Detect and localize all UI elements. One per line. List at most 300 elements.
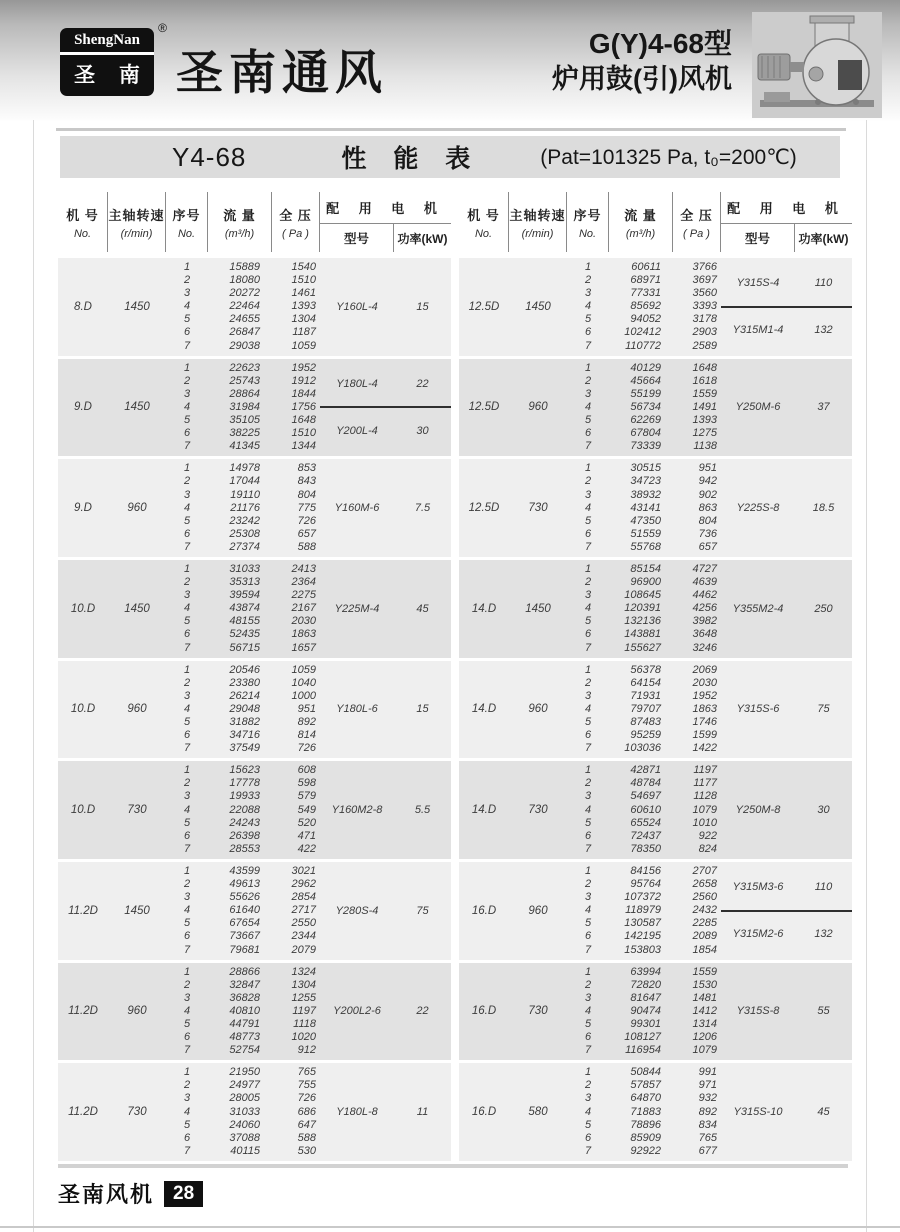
performance-row xyxy=(166,944,320,957)
machine-group xyxy=(459,1063,852,1161)
pressure-value: 1412 xyxy=(692,1004,717,1017)
machine-no: 10.D xyxy=(70,602,96,615)
seq-no: 7 xyxy=(183,1144,191,1157)
flow-value: 68971 xyxy=(630,274,661,287)
performance-rows xyxy=(166,1066,320,1158)
motor-power: 132 xyxy=(814,324,833,337)
performance-row xyxy=(567,1119,721,1132)
pressure-value: 608 xyxy=(297,764,316,777)
pressure-value: 3560 xyxy=(692,287,717,300)
flow-value: 85909 xyxy=(630,1131,661,1144)
pressure-value: 1844 xyxy=(291,387,316,400)
pressure-value: 2854 xyxy=(291,891,316,904)
flow-value: 48784 xyxy=(630,777,661,790)
motor-area xyxy=(320,764,451,856)
seq-no: 7 xyxy=(584,842,592,855)
flow-value: 43874 xyxy=(229,602,260,615)
motor-power: 30 xyxy=(817,804,830,817)
pressure-value: 804 xyxy=(698,514,717,527)
performance-row xyxy=(567,628,721,641)
seq-no: 1 xyxy=(584,261,592,273)
seq-no: 1 xyxy=(183,562,191,575)
performance-row xyxy=(166,1145,320,1158)
performance-rows xyxy=(567,362,721,454)
machine-group xyxy=(459,359,852,457)
performance-row xyxy=(567,677,721,690)
pressure-value: 726 xyxy=(297,514,316,527)
flow-value: 15623 xyxy=(229,764,260,777)
col-pressure xyxy=(673,192,721,252)
performance-row xyxy=(166,917,320,930)
performance-row xyxy=(567,326,721,339)
col-motor-model: 型号 xyxy=(721,224,795,252)
flow-value: 120391 xyxy=(624,602,661,615)
flow-value: 25743 xyxy=(229,374,260,387)
performance-row xyxy=(567,729,721,742)
performance-row xyxy=(567,375,721,388)
performance-row xyxy=(567,502,721,515)
flow-value: 52435 xyxy=(229,628,260,641)
pressure-value: 863 xyxy=(698,501,717,514)
seq-no: 1 xyxy=(584,864,592,877)
seq-no: 5 xyxy=(584,514,592,527)
seq-no: 4 xyxy=(584,602,592,615)
performance-row xyxy=(567,1145,721,1158)
seq-no: 7 xyxy=(584,1044,592,1057)
machine-no: 12.5D xyxy=(468,300,500,313)
seq-no: 6 xyxy=(183,427,191,440)
performance-row xyxy=(166,440,320,453)
registered-trademark-icon: ® xyxy=(158,21,167,35)
seq-no: 1 xyxy=(584,663,592,676)
performance-row xyxy=(166,642,320,655)
flow-value: 44791 xyxy=(229,1017,260,1030)
motor-model: Y160M-6 xyxy=(334,502,380,515)
machine-no: 14.D xyxy=(471,804,497,817)
motor-model: Y315S-6 xyxy=(736,703,780,716)
performance-row xyxy=(166,1119,320,1132)
col-machine-no xyxy=(58,192,108,252)
performance-row xyxy=(567,1031,721,1044)
performance-row xyxy=(567,992,721,1005)
pressure-value: 942 xyxy=(698,475,717,488)
seq-no: 1 xyxy=(183,764,191,777)
machine-no: 8.D xyxy=(74,300,92,313)
seq-no: 5 xyxy=(183,1118,191,1131)
pressure-value: 588 xyxy=(297,540,316,553)
seq-no: 5 xyxy=(584,716,592,728)
motor-power: 55 xyxy=(817,1005,830,1018)
performance-row xyxy=(567,830,721,843)
seq-no: 7 xyxy=(584,943,592,956)
pressure-value: 1275 xyxy=(692,427,717,440)
flow-value: 116954 xyxy=(625,1044,661,1057)
pressure-value: 1599 xyxy=(692,729,717,742)
performance-row xyxy=(567,764,721,777)
pressure-value: 1618 xyxy=(692,374,717,387)
flow-value: 107372 xyxy=(624,891,661,904)
motor-power: 30 xyxy=(416,424,429,437)
seq-no: 2 xyxy=(584,576,592,589)
flow-value: 32847 xyxy=(229,978,260,991)
performance-row xyxy=(567,917,721,930)
seq-no: 1 xyxy=(584,1066,592,1079)
pressure-value: 1118 xyxy=(293,1017,316,1030)
seq-no: 4 xyxy=(183,904,191,917)
flow-value: 57857 xyxy=(630,1079,661,1092)
pressure-value: 1000 xyxy=(291,689,316,702)
pressure-value: 1187 xyxy=(292,326,316,339)
col-label: 流 量 xyxy=(624,207,657,223)
col-motor-power: 功率(kW) xyxy=(798,231,849,246)
pressure-value: 951 xyxy=(698,462,717,475)
motor-row xyxy=(320,1066,451,1158)
brand-logo-cn: 圣 南 xyxy=(60,52,154,96)
performance-row xyxy=(166,742,320,755)
seq-no: 2 xyxy=(584,374,592,387)
machine-group xyxy=(58,661,451,759)
col-unit: (r/min) xyxy=(120,227,153,240)
performance-row xyxy=(166,502,320,515)
performance-rows xyxy=(567,764,721,856)
seq-no: 3 xyxy=(183,1092,191,1105)
col-label: 序号 xyxy=(172,207,201,223)
shaft-speed: 730 xyxy=(528,502,548,515)
performance-row xyxy=(166,615,320,628)
page-edge-right xyxy=(866,120,867,1232)
motor-row xyxy=(721,966,852,1058)
motor-power: 15 xyxy=(416,703,429,716)
seq-no: 2 xyxy=(183,374,191,387)
seq-no: 6 xyxy=(584,326,592,339)
seq-no: 4 xyxy=(584,702,592,715)
motor-row xyxy=(320,462,451,554)
pressure-value: 1020 xyxy=(291,1031,316,1044)
flow-value: 65524 xyxy=(630,816,661,829)
pressure-value: 2903 xyxy=(692,326,717,339)
flow-value: 94052 xyxy=(630,313,661,326)
motor-row xyxy=(320,563,451,655)
seq-no: 7 xyxy=(183,1044,191,1057)
pressure-value: 3246 xyxy=(692,641,717,654)
flow-value: 35105 xyxy=(229,414,260,427)
performance-rows xyxy=(567,462,721,554)
seq-no: 3 xyxy=(584,891,592,904)
pressure-value: 4639 xyxy=(692,576,717,589)
flow-value: 63994 xyxy=(630,965,661,978)
seq-no: 7 xyxy=(183,943,191,956)
flow-value: 132136 xyxy=(624,615,661,628)
flow-value: 110772 xyxy=(625,339,661,352)
performance-row xyxy=(567,388,721,401)
table-header xyxy=(58,192,451,252)
performance-row xyxy=(166,830,320,843)
performance-rows xyxy=(166,362,320,454)
seq-no: 7 xyxy=(183,641,191,654)
machine-group xyxy=(459,258,852,356)
flow-value: 37088 xyxy=(229,1131,260,1144)
col-motor-group xyxy=(320,192,451,252)
flow-value: 78896 xyxy=(630,1118,661,1131)
performance-row xyxy=(567,979,721,992)
performance-row xyxy=(166,287,320,300)
seq-no: 5 xyxy=(584,816,592,829)
motor-row xyxy=(721,261,852,306)
performance-rows xyxy=(166,966,320,1058)
motor-power: 45 xyxy=(416,602,429,615)
pressure-value: 843 xyxy=(297,475,316,488)
pressure-value: 902 xyxy=(698,488,717,501)
seq-no: 6 xyxy=(584,1131,592,1144)
col-motor-model: 型号 xyxy=(320,224,394,252)
test-condition-label: (Pat=101325 Pa, t₀=200℃) xyxy=(540,145,797,169)
performance-row xyxy=(567,878,721,891)
motor-model: Y280S-4 xyxy=(335,904,379,917)
performance-rows xyxy=(166,563,320,655)
motor-area xyxy=(320,966,451,1058)
performance-row xyxy=(567,1106,721,1119)
pressure-value: 2089 xyxy=(692,930,717,943)
performance-row xyxy=(567,541,721,554)
seq-no: 5 xyxy=(183,716,191,728)
col-seq xyxy=(567,192,609,252)
motor-model: Y315M1-4 xyxy=(732,324,784,337)
performance-row xyxy=(567,716,721,729)
performance-row xyxy=(166,703,320,716)
seq-no: 6 xyxy=(183,930,191,943)
performance-row xyxy=(567,340,721,353)
company-title: 圣南通风 xyxy=(176,46,388,99)
pressure-value: 922 xyxy=(698,829,717,842)
seq-no: 7 xyxy=(584,1144,592,1157)
motor-row xyxy=(721,563,852,655)
col-unit: No. xyxy=(578,227,597,240)
motor-model: Y315M3-6 xyxy=(732,881,784,894)
seq-no: 7 xyxy=(183,540,191,553)
pressure-value: 1079 xyxy=(692,803,717,816)
motor-row xyxy=(320,966,451,1058)
shaft-speed: 730 xyxy=(528,1005,548,1018)
flow-value: 35313 xyxy=(229,576,260,589)
motor-row xyxy=(721,764,852,856)
pressure-value: 549 xyxy=(297,803,316,816)
seq-no: 2 xyxy=(584,475,592,488)
centrifugal-fan-photo xyxy=(752,12,882,118)
flow-value: 38225 xyxy=(229,427,260,440)
performance-row xyxy=(166,904,320,917)
flow-value: 28553 xyxy=(229,842,260,855)
pressure-value: 2079 xyxy=(291,943,316,956)
pressure-value: 530 xyxy=(297,1144,316,1157)
pressure-value: 657 xyxy=(297,527,316,540)
col-unit: No. xyxy=(177,227,196,240)
performance-row xyxy=(567,362,721,375)
motor-area xyxy=(721,1066,852,1158)
flow-value: 45664 xyxy=(630,374,661,387)
machine-no: 10.D xyxy=(70,804,96,817)
pressure-value: 1255 xyxy=(291,991,316,1004)
machine-no: 14.D xyxy=(471,602,497,615)
flow-value: 102412 xyxy=(624,326,661,339)
seq-no: 5 xyxy=(584,414,592,427)
performance-row xyxy=(166,790,320,803)
seq-no: 6 xyxy=(584,527,592,540)
pressure-value: 2344 xyxy=(291,930,316,943)
pressure-value: 834 xyxy=(698,1118,717,1131)
flow-value: 72820 xyxy=(630,978,661,991)
pressure-value: 951 xyxy=(297,702,316,715)
machine-no: 9.D xyxy=(74,502,92,515)
seq-no: 1 xyxy=(584,462,592,475)
header-divider xyxy=(56,128,846,131)
pressure-value: 1128 xyxy=(693,790,717,803)
col-speed xyxy=(509,192,567,252)
machine-group xyxy=(58,1063,451,1161)
flow-value: 20546 xyxy=(229,663,260,676)
performance-row xyxy=(567,843,721,856)
pressure-value: 422 xyxy=(297,842,316,855)
performance-rows xyxy=(166,664,320,756)
pressure-value: 1197 xyxy=(292,1004,316,1017)
flow-value: 24243 xyxy=(229,816,260,829)
pressure-value: 1510 xyxy=(291,274,316,287)
motor-power: 45 xyxy=(817,1106,830,1119)
seq-no: 1 xyxy=(183,261,191,273)
seq-no: 2 xyxy=(183,878,191,891)
seq-no: 5 xyxy=(584,1017,592,1030)
flow-value: 64870 xyxy=(630,1092,661,1105)
pressure-value: 1863 xyxy=(291,628,316,641)
performance-row xyxy=(567,817,721,830)
performance-row xyxy=(166,313,320,326)
pressure-value: 1952 xyxy=(692,689,717,702)
pressure-value: 1040 xyxy=(291,676,316,689)
seq-no: 3 xyxy=(183,488,191,501)
pressure-value: 765 xyxy=(297,1066,316,1079)
performance-row xyxy=(166,462,320,475)
seq-no: 4 xyxy=(183,702,191,715)
performance-row xyxy=(567,790,721,803)
seq-no: 2 xyxy=(584,676,592,689)
seq-no: 6 xyxy=(183,1031,191,1044)
motor-model: Y250M-8 xyxy=(735,804,781,817)
pressure-value: 1912 xyxy=(291,374,316,387)
seq-no: 3 xyxy=(584,287,592,300)
flow-value: 56715 xyxy=(229,641,260,654)
motor-model: Y200L2-6 xyxy=(333,1005,381,1018)
flow-value: 42871 xyxy=(630,764,661,777)
flow-value: 71931 xyxy=(630,689,661,702)
pressure-value: 2030 xyxy=(291,615,316,628)
flow-value: 90474 xyxy=(630,1004,661,1017)
performance-rows xyxy=(166,865,320,957)
performance-row xyxy=(567,489,721,502)
pressure-value: 4256 xyxy=(692,602,717,615)
col-machine-no xyxy=(459,192,509,252)
motor-power: 110 xyxy=(814,277,833,290)
seq-no: 2 xyxy=(183,777,191,790)
performance-row xyxy=(166,664,320,677)
motor-area xyxy=(721,362,852,454)
seq-no: 4 xyxy=(183,602,191,615)
performance-row xyxy=(567,1066,721,1079)
machine-no: 11.2D xyxy=(68,1005,98,1018)
seq-no: 2 xyxy=(183,274,191,287)
pressure-value: 2962 xyxy=(291,878,316,891)
motor-model: Y315S-10 xyxy=(733,1106,783,1119)
pressure-value: 2167 xyxy=(291,602,316,615)
flow-value: 85154 xyxy=(630,562,661,575)
pressure-value: 2364 xyxy=(291,576,316,589)
flow-value: 153803 xyxy=(624,943,661,956)
flow-value: 79707 xyxy=(630,702,661,715)
col-unit: ( Pa ) xyxy=(282,227,309,240)
performance-row xyxy=(567,427,721,440)
motor-power: 11 xyxy=(416,1106,429,1119)
seq-no: 1 xyxy=(584,562,592,575)
machine-group xyxy=(459,661,852,759)
flow-value: 67804 xyxy=(630,427,661,440)
machine-no: 14.D xyxy=(471,703,497,716)
flow-value: 67654 xyxy=(229,917,260,930)
performance-row xyxy=(166,475,320,488)
motor-area xyxy=(320,563,451,655)
motor-model: Y355M2-4 xyxy=(732,602,784,615)
machine-no: 12.5D xyxy=(468,502,500,515)
performance-row xyxy=(567,401,721,414)
pressure-value: 3982 xyxy=(692,615,717,628)
motor-area xyxy=(320,362,451,454)
performance-row xyxy=(567,904,721,917)
machine-group xyxy=(58,258,451,356)
seq-no: 4 xyxy=(183,300,191,313)
flow-value: 71883 xyxy=(630,1105,661,1118)
shaft-speed: 730 xyxy=(127,804,147,817)
flow-value: 77331 xyxy=(630,287,661,300)
seq-no: 2 xyxy=(183,475,191,488)
performance-row xyxy=(166,677,320,690)
performance-row xyxy=(567,563,721,576)
performance-row xyxy=(166,589,320,602)
machine-group xyxy=(58,459,451,557)
performance-row xyxy=(567,261,721,274)
col-flow xyxy=(609,192,673,252)
pressure-value: 2275 xyxy=(291,589,316,602)
performance-row xyxy=(567,703,721,716)
seq-no: 6 xyxy=(183,1131,191,1144)
pressure-value: 912 xyxy=(297,1044,316,1057)
performance-row xyxy=(166,729,320,742)
seq-no: 5 xyxy=(584,615,592,628)
seq-no: 5 xyxy=(183,816,191,829)
flow-value: 62269 xyxy=(630,414,661,427)
seq-no: 7 xyxy=(584,339,592,352)
pressure-value: 1648 xyxy=(291,414,316,427)
seq-no: 6 xyxy=(584,1031,592,1044)
pressure-value: 736 xyxy=(698,527,717,540)
table-header xyxy=(459,192,852,252)
seq-no: 3 xyxy=(584,790,592,803)
flow-value: 103036 xyxy=(624,742,661,755)
seq-no: 2 xyxy=(183,676,191,689)
performance-row xyxy=(166,817,320,830)
flow-value: 41345 xyxy=(229,440,260,453)
flow-value: 72437 xyxy=(630,829,661,842)
pressure-value: 4462 xyxy=(692,589,717,602)
performance-row xyxy=(166,1132,320,1145)
motor-row xyxy=(721,664,852,756)
shaft-speed: 730 xyxy=(127,1106,147,1119)
